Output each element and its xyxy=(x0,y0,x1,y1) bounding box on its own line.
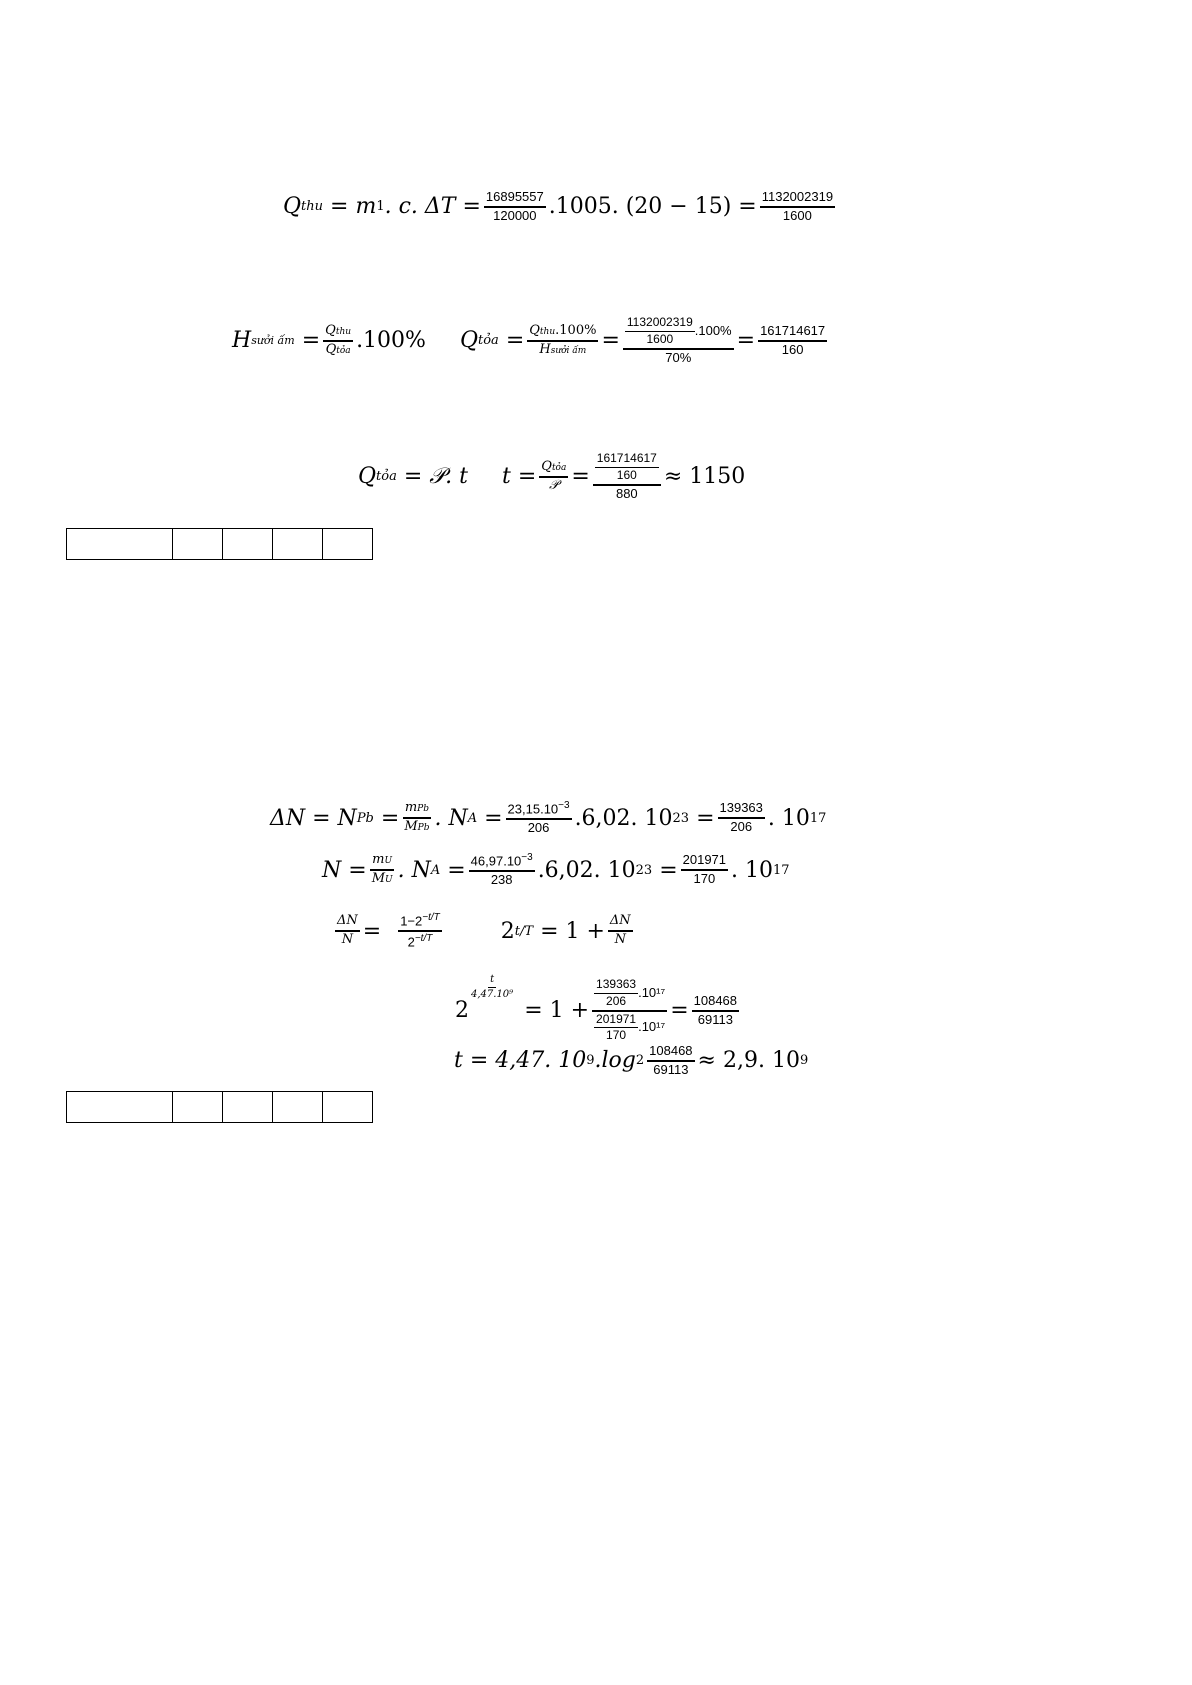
fraction: $\frac{23,15.10^{-3}}{206}$ xyxy=(507,800,570,836)
equation-time-heating: Q tỏa = 𝒫. t t = $\frac{\text{Qtỏa}}{\text{𝒫}}$ = $\frac{\frac{161714617}{160}}{880}$ ≈ 1150 xyxy=(358,451,746,501)
equation-t-result: t = 4,47. 10 9 .log 2 $\frac{108468}{69113}$ ≈ 2,9. 10 9 xyxy=(454,1043,809,1077)
fraction: $\frac{139363}{206}$ xyxy=(719,800,763,835)
fraction: $\frac{\frac{161714617}{160}}{880}$ xyxy=(593,452,661,502)
fraction: $\frac{108468}{69113}$ xyxy=(693,992,738,1027)
fraction: $\frac{16895557}{120000}$ xyxy=(485,189,544,223)
score-cell xyxy=(273,529,323,560)
score-cell xyxy=(323,1092,373,1123)
fraction: $\frac{46,97.10^{-3}}{238}$ xyxy=(470,852,533,888)
equation-q-thu: Q thu = m 1 . c. ΔT = $\frac{16895557}{120000}$ .1005. (20 − 15) = $\frac{1132002319}{1600}$ xyxy=(283,189,834,223)
score-cell xyxy=(223,529,273,560)
score-cell xyxy=(223,1092,273,1123)
fraction: $\frac{\Delta N}{N}$ xyxy=(609,913,631,948)
fraction: $\frac{201971}{170}$ xyxy=(682,852,727,887)
fraction: $\frac{\text{Qtỏa}}{\text{𝒫}}$ xyxy=(541,458,567,493)
equation-n: N = $\frac{mU}{MU}$ . N A = $\frac{46,97.10^{-3}}{238}$ .6,02. 10 23 = $\frac{201971}{170}$ . 10 17 xyxy=(322,852,790,888)
fraction: $\frac{\text{Qthu}}{\text{Qtỏa}}$ xyxy=(325,322,352,357)
score-cell xyxy=(323,529,373,560)
score-cell xyxy=(173,1092,223,1123)
score-cell xyxy=(273,1092,323,1123)
fraction: $\frac{\text{mPb}}{\text{MPb}}$ xyxy=(404,800,430,835)
fraction: $\frac{1-2^{-t/T}}{2^{-t/T}}$ xyxy=(400,912,440,950)
equation-efficiency: H sưởi ấm = $\frac{\text{Qthu}}{\text{Qtỏa}}$ .100% Q tỏa = $\frac{\text{Qthu.100\%}}{\text{Hsưởi ấm}}$ = $\frac{1132002319}{1600}$ .100% 70% = $\frac{161714617}{160}$ xyxy=(232,315,826,365)
fraction: $\frac{t}{\text{4,47.10⁹}}$ xyxy=(471,974,514,1000)
equation-exponent: 2 $\frac{t}{\text{4,47.10⁹}}$ = 1 + $\frac{139363}{206}$ .10¹⁷ $\frac{201971}{170}$ .10¹⁷ = $\frac{108468}{69113}$ xyxy=(455,974,738,1043)
score-table xyxy=(66,1091,373,1123)
score-table xyxy=(66,528,373,560)
fraction: $\frac{1132002319}{1600}$ .100% 70% xyxy=(623,316,734,366)
fraction: $\frac{\Delta N}{N}$ xyxy=(337,913,358,948)
score-cell xyxy=(67,1092,173,1123)
fraction: $\frac{139363}{206}$ .10¹⁷ $\frac{201971}{170}$ .10¹⁷ xyxy=(592,978,667,1043)
score-cell xyxy=(173,529,223,560)
fraction: $\frac{108468}{69113}$ xyxy=(649,1043,693,1077)
fraction: $\frac{1132002319}{1600}$ xyxy=(761,189,834,223)
equation-delta-n: ΔN = N Pb = $\frac{\text{mPb}}{\text{MPb}}$ . N A = $\frac{23,15.10^{-3}}{206}$ .6,02. 10 23 = $\frac{139363}{206}$ . 10 17 xyxy=(270,800,827,836)
fraction: $\frac{mU}{MU}$ xyxy=(371,852,393,887)
fraction: $\frac{\text{Qthu.100\%}}{\text{Hsưởi ấm}}$ xyxy=(529,322,597,357)
equation-ratio: $\frac{\Delta N}{N}$ = $\frac{1-2^{-t/T}}{2^{-t/T}}$ 2 t/T = 1 + $\frac{\Delta N}{N}$ xyxy=(337,912,631,950)
score-cell xyxy=(67,529,173,560)
fraction: $\frac{161714617}{160}$ xyxy=(760,322,826,357)
